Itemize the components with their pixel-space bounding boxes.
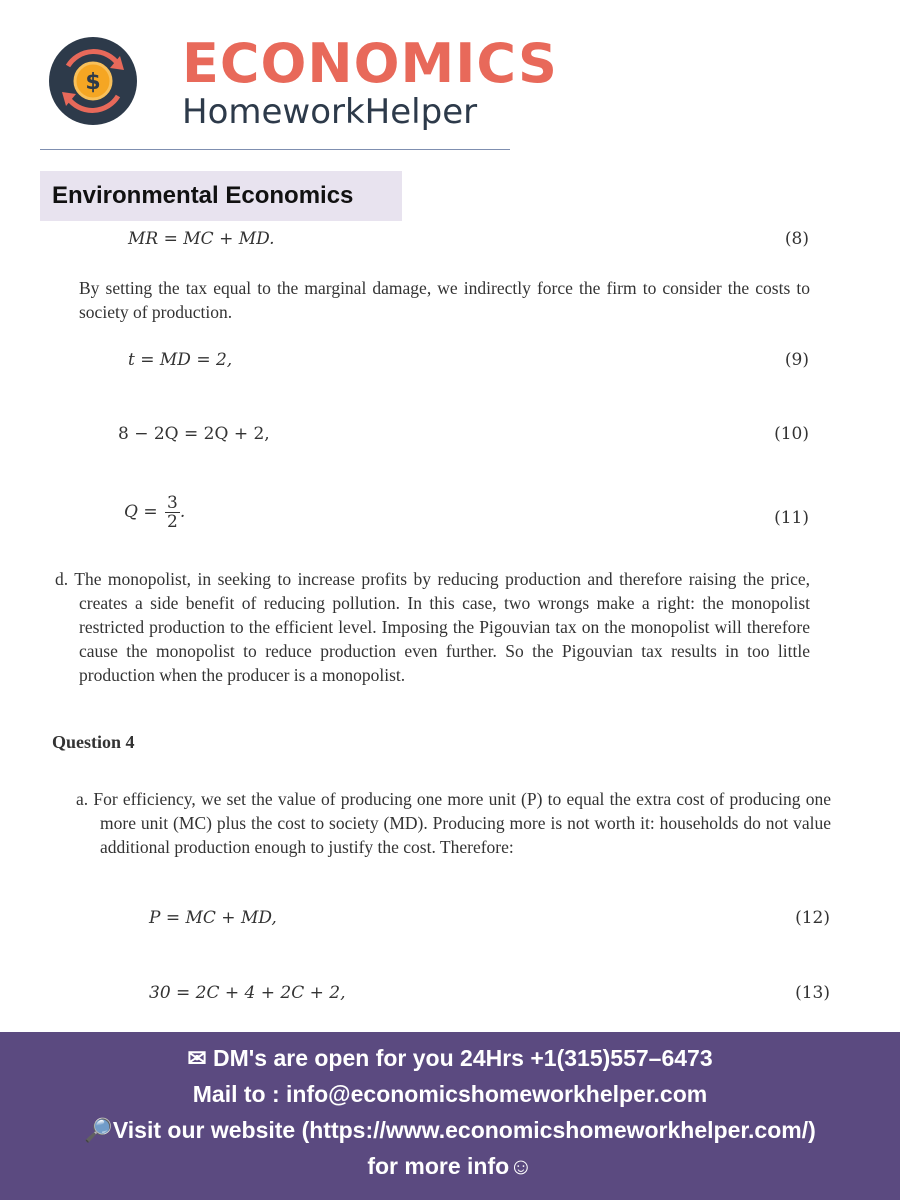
dollar-coin-logo-icon <box>48 26 138 136</box>
paragraph-d: d. The monopolist, in seeking to increase profits by reducing production and therefore raising the price, creates a side benefit of reducing pollution. In this case, two wrongs make a right: the monopolist restricted production to the efficient level. Imposing the Pigouvian tax on the monopolist will therefore cause the monopolist to reduce production even further. So the Pigouvian tax results in too little production when the producer is a monopolist. <box>55 569 810 685</box>
footer-dm-line: ✉ DM's are open for you 24Hrs +1(315)557–6473 <box>187 1045 713 1071</box>
equation-11-fraction <box>165 494 180 531</box>
contact-footer <box>0 1032 900 1200</box>
footer-mail-line: Mail to : info@economicshomeworkhelper.com <box>192 1081 708 1107</box>
equation-13-number: (13) <box>795 983 830 1003</box>
brand-title: ECONOMICS <box>182 32 558 95</box>
equation-12: P = MC + MD, <box>149 908 277 928</box>
equation-10-number: (10) <box>774 424 809 444</box>
question-heading: Question 4 <box>52 732 135 752</box>
equation-12-number: (12) <box>795 908 830 928</box>
equation-9-number: (9) <box>784 350 809 370</box>
paragraph-a: a. For efficiency, we set the value of producing one more unit (P) to equal the extra cost of producing one more unit (MC) plus the cost to society (MD). Producing more is not worth it: households do not value additional production enough to justify the cost. Therefore: <box>76 789 831 857</box>
equation-11-tail: . <box>179 502 186 522</box>
equation-11-numerator: 3 <box>167 493 178 513</box>
equation-11-denominator: 2 <box>167 512 178 532</box>
paragraph-tax: By setting the tax equal to the marginal damage, we indirectly force the firm to consider the costs to society of production. <box>79 278 810 322</box>
equation-8-number: (8) <box>784 229 809 249</box>
equation-11 <box>124 494 185 531</box>
footer-more-info-line: for more info☺ <box>367 1153 533 1179</box>
equation-11-lhs: Q = <box>124 502 158 522</box>
footer-website-line: 🔎Visit our website (https://www.economicshomeworkhelper.com/) <box>84 1117 816 1143</box>
equation-10: 8 − 2Q = 2Q + 2, <box>118 424 270 444</box>
equation-13: 30 = 2C + 4 + 2C + 2, <box>149 983 346 1003</box>
brand-subtitle: HomeworkHelper <box>182 92 478 132</box>
equation-9: t = MD = 2, <box>128 350 233 370</box>
logo-dollar-sign: $ <box>85 70 101 95</box>
equation-8: MR = MC + MD. <box>128 229 275 249</box>
topic-label: Environmental Economics <box>40 171 402 221</box>
equation-11-number: (11) <box>774 508 809 528</box>
brand-name <box>182 34 558 130</box>
header-divider <box>40 149 510 150</box>
